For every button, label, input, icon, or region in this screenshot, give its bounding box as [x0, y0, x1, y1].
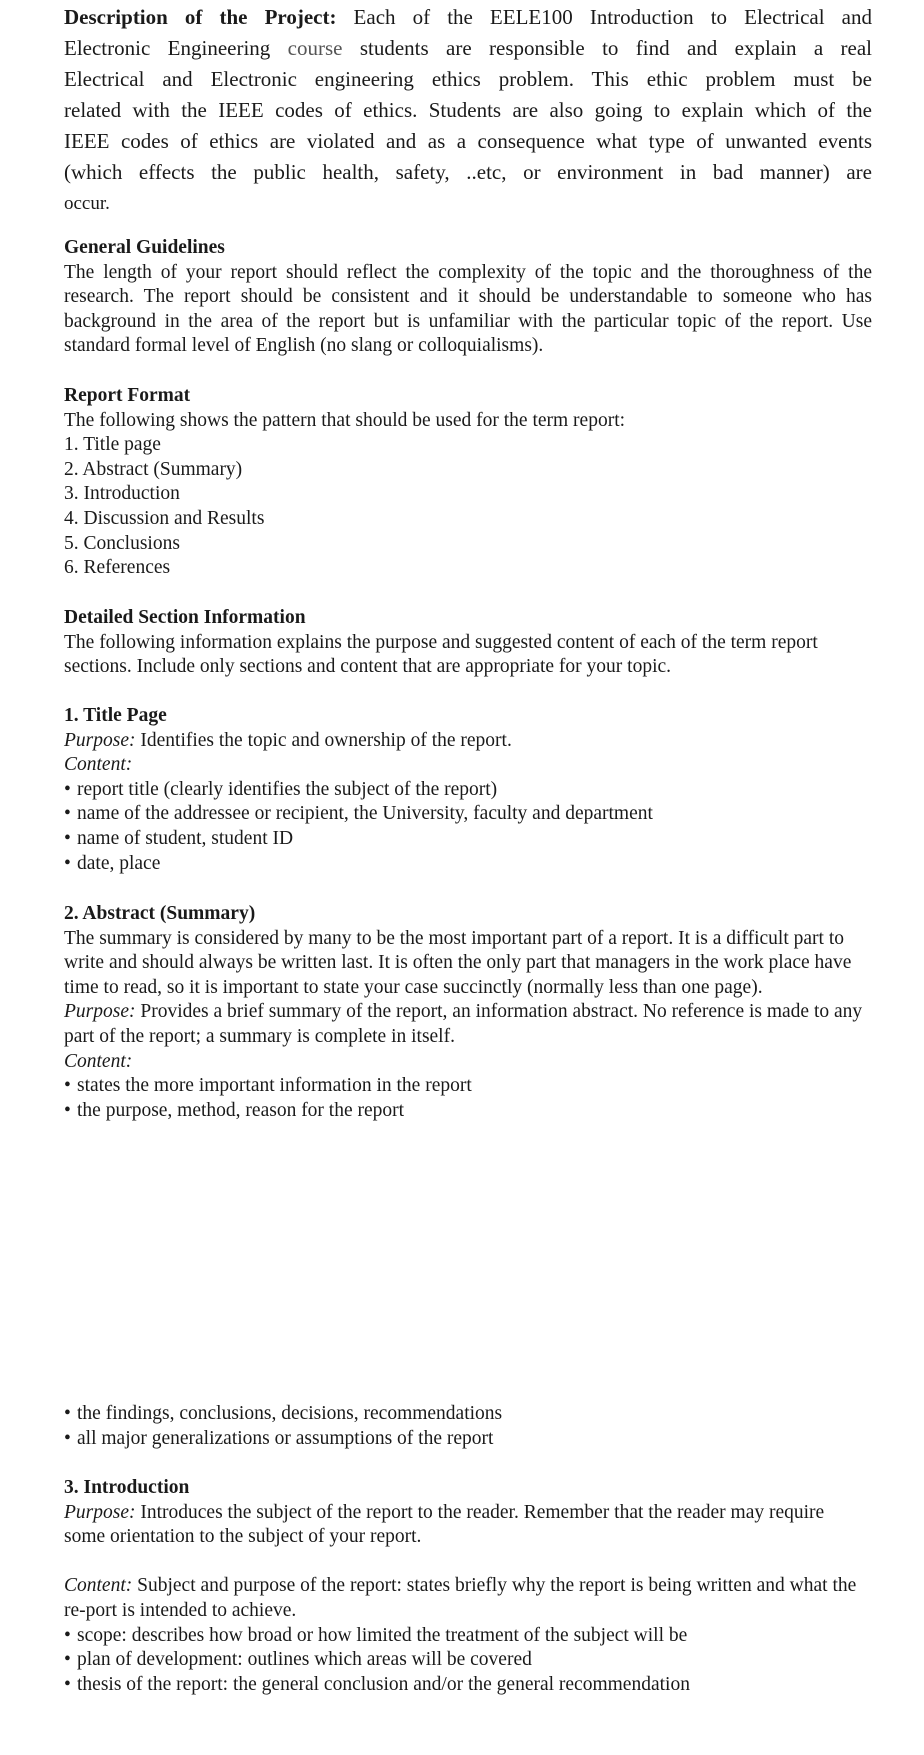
title-page-heading: 1. Title Page [64, 705, 167, 726]
title-page-bullet: • date, place [64, 852, 884, 877]
abstract-bullet: • the findings, conclusions, decisions, recommendations [64, 1402, 884, 1427]
abstract-heading: 2. Abstract (Summary) [64, 903, 256, 924]
abstract-bullet: • the purpose, method, reason for the report [64, 1099, 874, 1124]
description-label: Description of the Project: [64, 5, 337, 29]
report-format-item: 5. Conclusions [64, 532, 180, 554]
report-format-item: 6. References [64, 557, 171, 579]
introduction-purpose: Purpose: Introduces the subject of the report to the reader. Remember that the reader may require some orientation to the subject of your report. [64, 1501, 825, 1548]
introduction-spacer [64, 1550, 864, 1575]
report-format-intro: The following shows the pattern that should be used for the term report: [64, 409, 626, 431]
description-line-2: Electronic Engineering course students are responsible to find and explain a real [64, 36, 873, 60]
title-page-content-label: Content: [64, 754, 133, 776]
abstract-bullet: • states the more important information in the report [64, 1074, 874, 1099]
report-format-item: 2. Abstract (Summary) [64, 458, 243, 480]
description-line-1: Description of the Project: Each of the EELE100 Introduction to Electrical and [64, 5, 872, 29]
report-format-heading: Report Format [64, 385, 191, 406]
report-format-item: 3. Introduction [64, 483, 180, 505]
detailed-section-heading: Detailed Section Information [64, 607, 306, 628]
introduction-content: Content: Subject and purpose of the report: states briefly why the report is being written and what the re-port is intended to achieve. [64, 1575, 857, 1621]
detailed-section-text: The following information explains the purpose and suggested content of each of the term report sections. Include only sections and content that are appropriate for your topic. [64, 631, 818, 678]
abstract-continued [64, 1402, 884, 1451]
general-guidelines-heading: General Guidelines [64, 237, 225, 258]
introduction-heading: 3. Introduction [64, 1477, 190, 1498]
description-line-3: Electrical and Electronic engineering ethics problem. This ethic problem must be [64, 67, 872, 91]
title-page-bullet: • name of the addressee or recipient, the University, faculty and department [64, 802, 884, 827]
abstract-section [64, 902, 874, 1123]
abstract-purpose: Purpose: Provides a brief summary of the report, an information abstract. No reference is made to any part of the report; a summary is complete in itself. [64, 1001, 863, 1047]
detailed-section-info [64, 606, 854, 680]
description-line-4: related with the IEEE codes of ethics. Students are also going to explain which of the [64, 98, 872, 122]
abstract-content-label: Content: [64, 1050, 133, 1072]
report-format-section [64, 384, 884, 581]
title-page-section [64, 704, 884, 876]
description-line-6: (which effects the public health, safety, ..etc, or environment in bad manner) are [64, 160, 872, 184]
title-page-bullet: • name of student, student ID [64, 827, 884, 852]
description-line-5: IEEE codes of ethics are violated and as a consequence what type of unwanted events [64, 129, 872, 153]
introduction-bullet: • plan of development: outlines which areas will be covered [64, 1648, 864, 1673]
introduction-bullet: • thesis of the report: the general conclusion and/or the general recommendation [64, 1673, 864, 1698]
introduction-section [64, 1476, 864, 1697]
title-page-purpose: Purpose: Identifies the topic and ownership of the report. [64, 729, 512, 751]
report-format-item: 4. Discussion and Results [64, 507, 265, 529]
general-guidelines-text: The length of your report should reflect the complexity of the topic and the thoroughness of the research. The report should be consistent and it should be understandable to someone who has background in the area of the report but is unfamiliar with the particular topic of the report. Use standard formal level of English (no slang or colloquialisms). [64, 261, 872, 357]
project-description [64, 2, 872, 219]
abstract-text: The summary is considered by many to be the most important part of a report. It is a difficult part to write and should always be written last. It is often the only part that managers in the work place have time to read, so it is important to state your case succinctly (normally less than one page). [64, 927, 852, 998]
report-format-item: 1. Title page [64, 434, 161, 456]
title-page-bullet: • report title (clearly identifies the subject of the report) [64, 778, 884, 803]
general-guidelines-section [64, 236, 872, 359]
description-line-7: occur. [64, 193, 110, 214]
abstract-bullet: • all major generalizations or assumptions of the report [64, 1427, 884, 1452]
introduction-bullet: • scope: describes how broad or how limited the treatment of the subject will be [64, 1624, 864, 1649]
